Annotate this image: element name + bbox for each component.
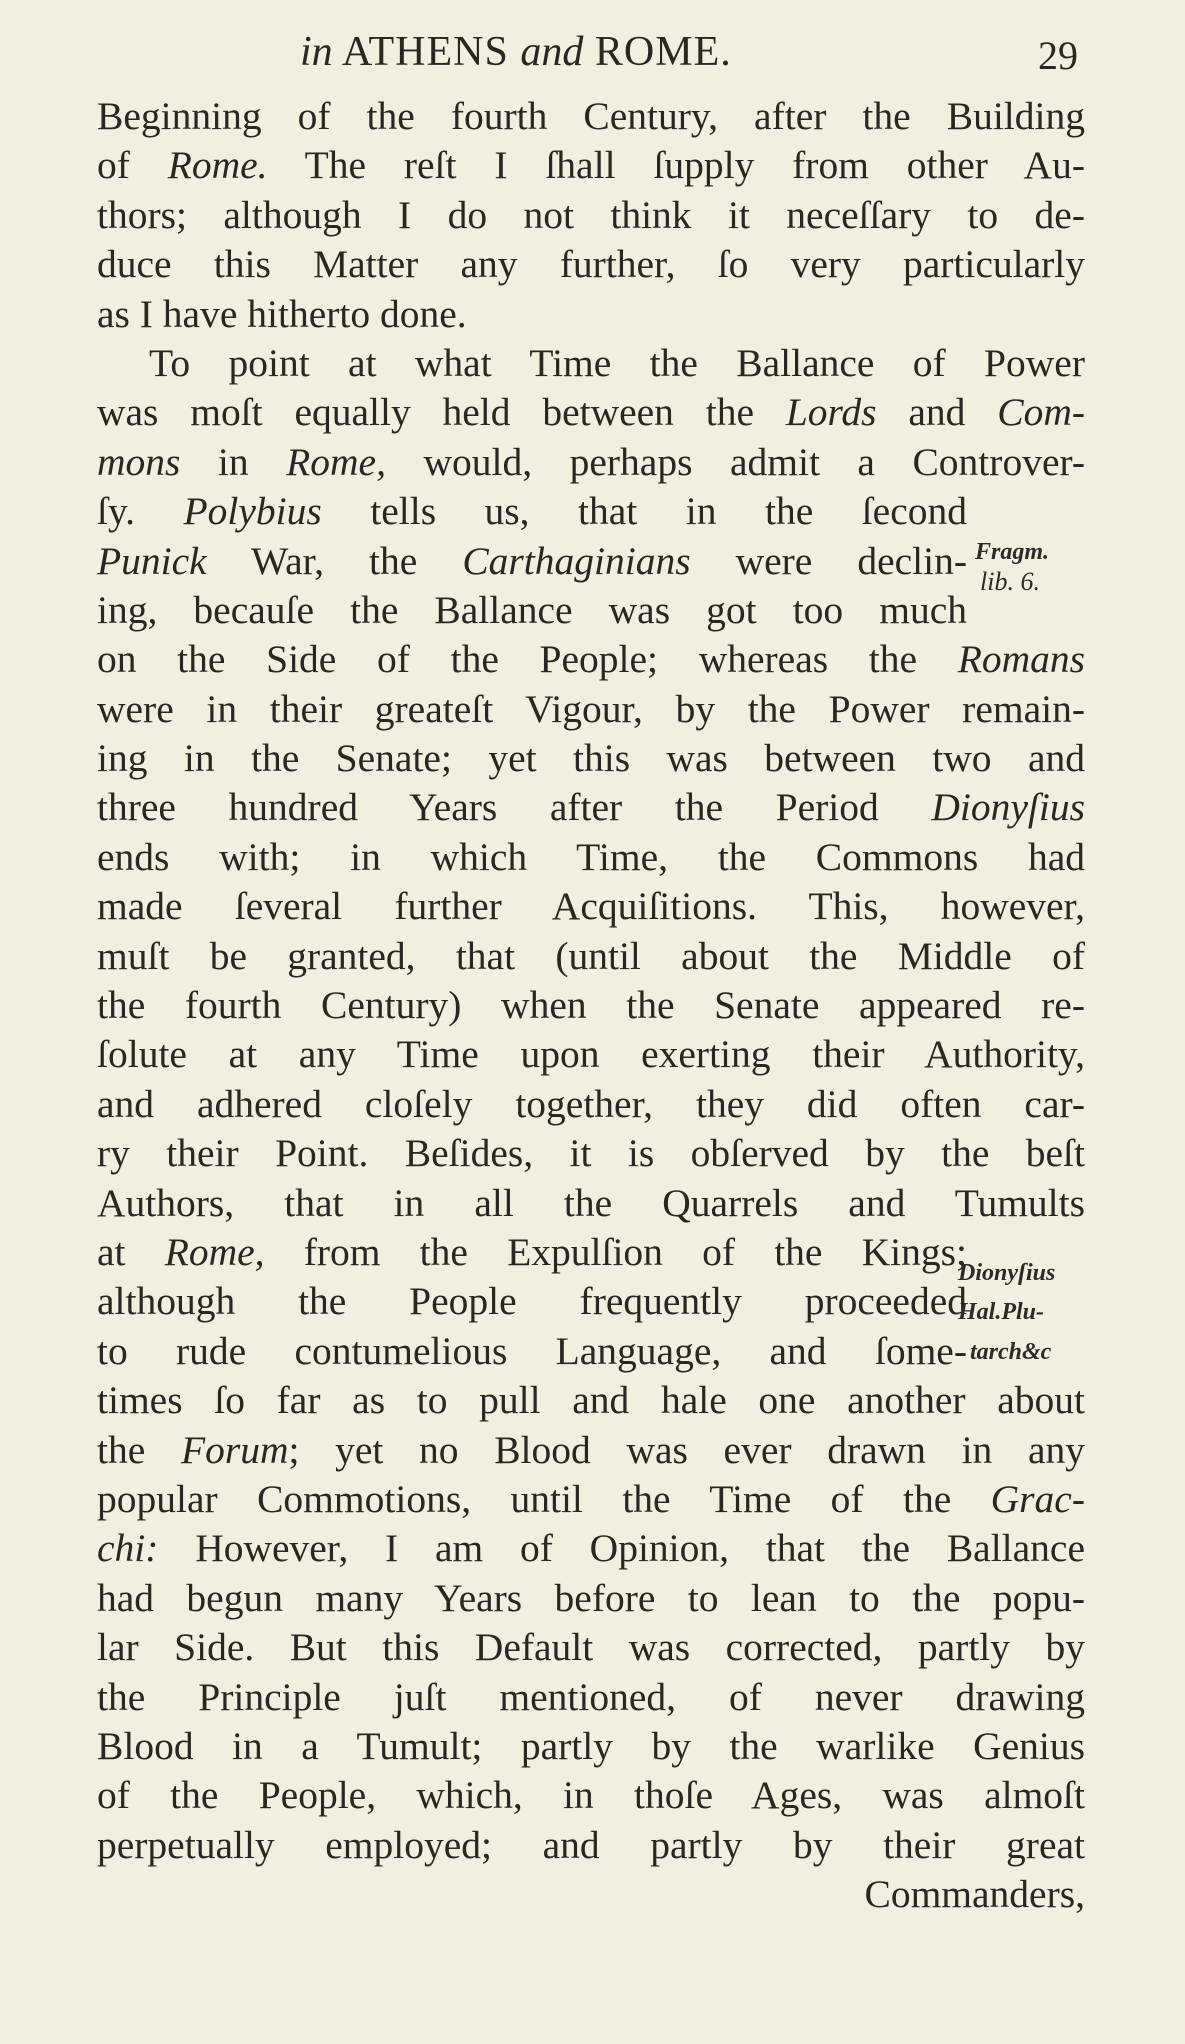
text-line [97,1426,1085,1475]
text-segment: although the People frequently proceeded [97,1279,967,1324]
text-segment: ; yet no Blood was ever drawn in any [288,1427,1085,1472]
text-segment: had begun many Years before to lean to the popu- [97,1575,1085,1620]
text-line [97,1821,1085,1870]
text-line [97,734,1085,783]
text-line [97,783,1085,832]
text-segment: Carthaginians [462,538,691,583]
text-line [97,537,967,586]
margin-note-hal-plu: Hal.Plu- [958,1299,1045,1325]
text-segment: Forum [180,1427,289,1472]
text-segment: Commanders, [864,1872,1085,1917]
text-line [97,685,1085,734]
text-segment: the Principle juſt mentioned, of never drawing [97,1674,1085,1719]
text-line [97,1673,1085,1722]
text-segment: ends with; in which Time, the Commons had [97,834,1085,879]
page-header [0,28,1185,88]
text-segment: as I have hitherto done. [97,291,467,336]
margin-note-lib: lib. 6. [980,567,1040,596]
text-segment: Grac- [990,1476,1085,1521]
text-segment: tells us, that in the ſecond [321,489,967,534]
margin-note-dionysius: Dionyſius [958,1260,1056,1286]
margin-note-fragm: Fragm. [975,539,1050,565]
text-segment: However, I am of Opinion, that the Ballance [158,1526,1085,1571]
text-segment: in [180,439,287,484]
text-line [97,92,1085,141]
text-segment: Polybius [183,489,322,534]
text-segment: were declin- [690,538,967,583]
text-segment: popular Commotions, until the Time of the [97,1476,991,1521]
running-head-rome: ROME. [583,29,732,75]
text-line [97,290,1085,339]
text-line [97,141,1085,190]
text-line [97,1870,1085,1919]
text-segment: Romans [957,637,1085,682]
margin-note-tarch: tarch&c [970,1339,1052,1365]
text-segment: Punick [97,538,207,583]
text-line [97,1030,1085,1079]
text-segment: the [97,1427,181,1472]
text-line [97,1277,967,1326]
text-segment: ſy. [97,489,184,534]
text-line [97,586,967,635]
text-segment: of the People, which, in thoſe Ages, was almoſt [97,1773,1085,1818]
text-segment: and adhered cloſely together, they did often car- [97,1081,1085,1126]
text-line [97,438,1085,487]
text-line [97,1080,1085,1129]
page-number: 29 [1038,33,1078,78]
text-line [97,1524,1085,1573]
text-segment: War, the [206,538,463,583]
text-segment: at [97,1229,165,1274]
text-segment: Lords [785,390,877,435]
text-segment: and [876,390,998,435]
text-segment: from the Expulſion of the Kings; [264,1229,967,1274]
text-line [97,1722,1085,1771]
text-segment: to rude contumelious Language, and ſome- [97,1328,967,1373]
body-text [97,92,1085,1919]
text-segment: on the Side of the People; whereas the [97,637,958,682]
text-segment: Authors, that in all the Quarrels and Tumults [97,1180,1085,1225]
text-segment: were in their greateſt Vigour, by the Power remain- [97,686,1085,731]
text-line [97,1129,1085,1178]
text-segment: chi: [97,1526,159,1571]
text-segment: Com- [997,390,1085,435]
text-segment: Rome. [167,143,268,188]
text-segment: the fourth Century) when the Senate appeared re- [97,983,1085,1028]
text-segment: Rome, [286,439,386,484]
text-segment: Blood in a Tumult; partly by the warlike Genius [97,1723,1085,1768]
text-segment: was moſt equally held between the [97,390,786,435]
text-segment: of [97,143,168,188]
running-head-athens: ATHENS [332,29,521,75]
text-line [97,882,1085,931]
text-segment: To point at what Time the Ballance of Power [149,340,1085,385]
text-line [97,487,967,536]
text-segment: Beginning of the fourth Century, after the Building [97,94,1085,138]
text-segment: made ſeveral further Acquiſitions. This, however, [97,884,1085,929]
running-head-in: in [300,29,333,75]
text-line [97,191,1085,240]
text-line [97,1623,1085,1672]
text-segment: The reſt I ſhall ſupply from other Au- [267,143,1085,188]
text-segment: perpetually employed; and partly by their great [97,1822,1085,1867]
text-line [97,635,1085,684]
text-segment: times ſo far as to pull and hale one another about [97,1378,1085,1423]
text-segment: muſt be granted, that (until about the Middle of [97,933,1085,978]
text-line [97,932,1085,981]
running-head [300,28,732,76]
text-line [97,1771,1085,1820]
text-line [97,1475,1085,1524]
text-segment: would, perhaps admit a Controver- [385,439,1085,484]
text-segment: ing in the Senate; yet this was between two and [97,736,1085,781]
text-segment: Dionyſius [931,785,1085,830]
text-segment: three hundred Years after the Period [97,785,932,830]
text-line [97,1574,1085,1623]
text-segment: ſolute at any Time upon exerting their Authority, [97,1032,1085,1077]
text-line [97,1179,1085,1228]
text-segment: thors; although I do not think it neceſſary to de- [97,192,1085,237]
text-line [97,1327,967,1376]
text-segment: mons [97,439,181,484]
text-line [97,1228,967,1277]
text-segment: ing, becauſe the Ballance was got too much [97,587,967,632]
text-segment: duce this Matter any further, ſo very particularly [97,242,1085,287]
text-line [97,388,1085,437]
text-line [97,339,1085,388]
running-head-and: and [520,29,584,75]
text-line [97,1376,1085,1425]
text-segment: lar Side. But this Default was corrected, partly by [97,1625,1085,1670]
text-line [97,240,1085,289]
text-segment: ry their Point. Beſides, it is obſerved by the beſt [97,1131,1085,1176]
text-line [97,833,1085,882]
text-segment: Rome, [164,1229,265,1274]
text-line [97,981,1085,1030]
